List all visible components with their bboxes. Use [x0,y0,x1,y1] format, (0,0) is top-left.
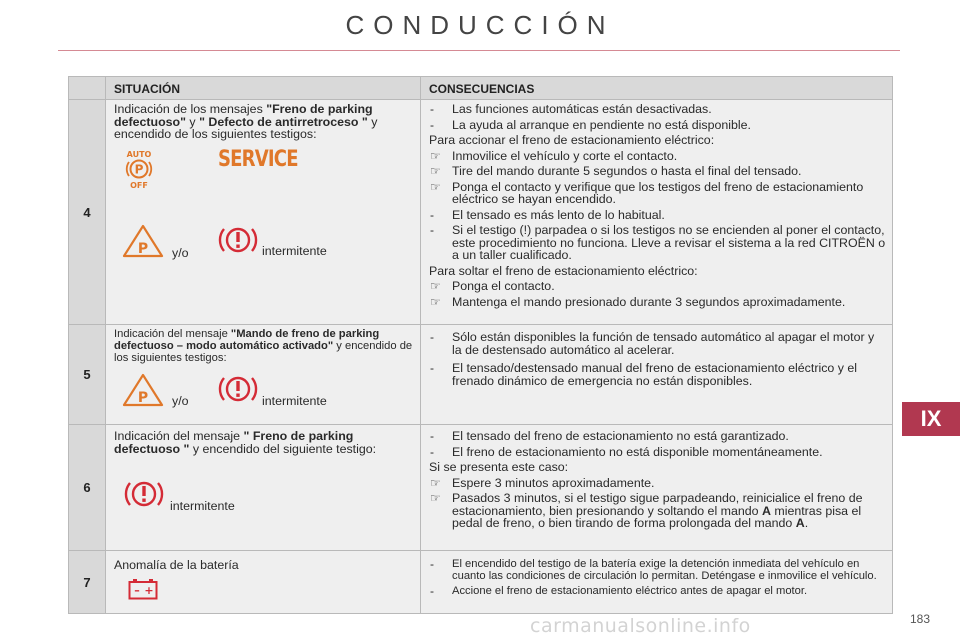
situation-text: Indicación de los mensajes "Freno de parking defectuoso" y " Defecto de antirretroceso " y encendido de los siguientes testigos: [114,102,378,141]
blink-label: intermitente [262,394,327,408]
list-item: - Accione el freno de estacionamiento eléctrico antes de apagar el motor. [430,584,808,598]
consequences-cell [421,425,893,551]
table-row [69,100,893,325]
brake-exclamation-icon [122,477,166,511]
header-consequences: CONSECUENCIAS [421,77,893,100]
row-number: 6 [69,425,106,551]
list-item: ☞ Tire del mando durante 5 segundos o hasta el final del tensado. [430,164,802,178]
hand-pointer-icon: ☞ [430,475,441,490]
hand-pointer-icon: ☞ [430,148,441,163]
list-item: Para soltar el freno de estacionamiento eléctrico: [429,263,698,278]
battery-plus-label: + [144,583,154,597]
warning-icons-group [114,141,414,311]
header-situation: SITUACIÓN [106,77,421,100]
watermark: carmanualsonline.info [530,615,751,637]
table-row [69,325,893,425]
consequences-cell [421,551,893,614]
list-item: - El encendido del testigo de la batería exige la detención inmediata del vehículo en cuanto las condiciones de circulación lo permitan. Deténgase e inmovilice el vehículo. [430,557,877,582]
situation-cell [106,425,421,551]
consequences-cell [421,100,893,325]
svg-text:P: P [134,162,144,176]
brake-exclamation-icon [216,223,260,257]
list-item: - Si el testigo (!) parpadea o si los testigos no se encienden al poner el contacto, este procedimiento no funciona. Lleve a revisar el sistema a la red CITROËN o a un taller cualificado. [430,223,886,262]
list-item: ☞ Pasados 3 minutos, si el testigo sigue parpadeando, reinicialice el freno de estacionamiento, bien presionando y soltando el mando A mientras pisa el pedal de freno, o bien tirando de forma prolongada del mando A. [430,491,863,530]
auto-p-off-warning-icon [122,149,156,189]
auto-label: AUTO [126,149,152,159]
list-item: Para accionar el freno de estacionamiento eléctrico: [429,133,715,147]
or-label: y/o [172,245,189,260]
situation-cell [106,551,421,614]
situation-cell [106,325,421,425]
list-item: - Sólo están disponibles la función de tensado automático al apagar el motor y la de destensado automático al acelerar. [430,330,875,357]
table-header-row [69,77,893,100]
title-divider [58,50,900,51]
hand-pointer-icon: ☞ [430,179,441,194]
battery-minus-label: – [134,583,140,597]
consequences-cell [421,325,893,425]
list-item: ☞ Ponga el contacto y verifique que los testigos del freno de estacionamiento eléctrico se hayan encendido. [430,179,864,206]
header-number-cell [69,77,106,100]
hand-pointer-icon: ☞ [430,294,441,309]
page-title: CONDUCCIÓN [345,10,615,40]
row-number: 4 [69,100,106,325]
blink-label: intermitente [170,499,235,513]
brake-exclamation-icon [216,372,260,406]
off-label: OFF [130,180,148,189]
or-label: y/o [172,394,189,408]
p-triangle-warning-icon [122,373,164,407]
hand-pointer-icon: ☞ [430,491,441,505]
list-item: - Las funciones automáticas están desactivadas. [430,102,712,116]
table-row [69,425,893,551]
row-number: 7 [69,551,106,614]
situation-text: Indicación del mensaje "Mando de freno de parking defectuoso – modo automático activado" y encendido de los siguientes testigos: [114,328,413,364]
p-triangle-warning-icon [122,224,164,258]
situation-text: Indicación del mensaje " Freno de parking defectuoso " y encendido del siguiente testigo: [114,429,377,456]
list-item: - El tensado/destensado manual del freno de estacionamiento eléctrico y el frenado dinámico de emergencia no están disponibles. [430,361,858,388]
battery-warning-icon [128,578,158,600]
list-item: - La ayuda al arranque en pendiente no está disponible. [430,117,751,132]
hand-pointer-icon: ☞ [430,279,441,293]
svg-text:P: P [137,390,149,406]
warning-icons-group [114,364,414,414]
situation-text: Anomalía de la batería [114,558,239,572]
hand-pointer-icon: ☞ [430,164,441,178]
svg-text:P: P [137,240,149,257]
warning-lights-table [68,76,893,614]
list-item: ☞ Ponga el contacto. [430,279,555,293]
list-item: ☞ Espere 3 minutos aproximadamente. [430,475,655,490]
list-item: - El freno de estacionamiento no está disponible momentáneamente. [430,444,823,459]
warning-icons-group [114,455,414,525]
service-warning-icon: SERVICE [218,146,298,172]
situation-cell [106,100,421,325]
list-item: Si se presenta este caso: [429,460,569,474]
list-item: - El tensado del freno de estacionamiento no está garantizado. [430,429,789,443]
row-number: 5 [69,325,106,425]
blink-label: intermitente [262,243,327,258]
table-row [69,551,893,614]
list-item: ☞ Mantenga el mando presionado durante 3 segundos aproximadamente. [430,294,846,309]
list-item: ☞ Inmovilice el vehículo y corte el contacto. [430,148,678,163]
list-item: - El tensado es más lento de lo habitual. [430,207,665,222]
chapter-tab: IX [902,402,960,436]
page-number: 183 [910,612,931,626]
